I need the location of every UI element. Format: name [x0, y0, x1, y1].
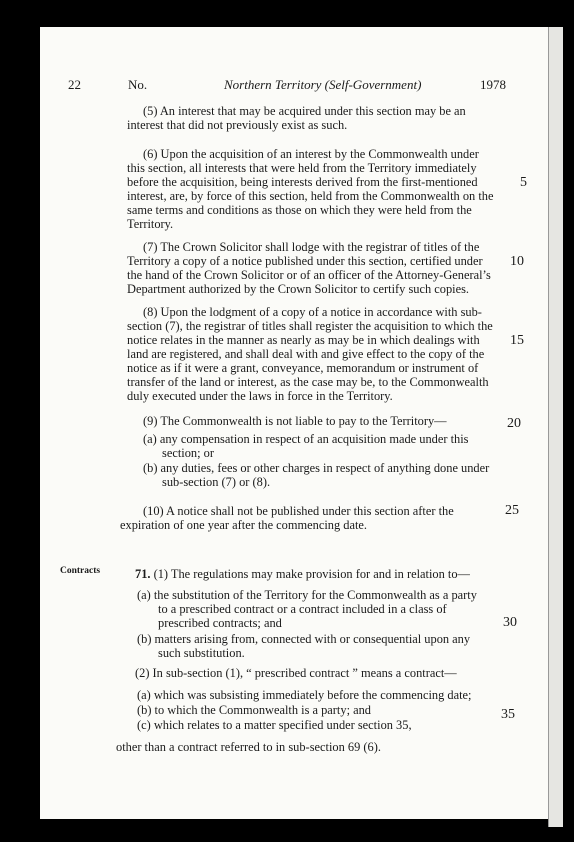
line-number: 25	[505, 503, 519, 518]
text-line: the hand of the Crown Solicitor or of an officer of the Attorney-General’s	[127, 268, 491, 282]
text-line: (a) which was subsisting immediately before the commencing date;	[137, 688, 472, 702]
text-line: interest, are, by force of this section, held from the Commonwealth on the	[127, 189, 494, 203]
margin-note: Contracts	[60, 566, 101, 576]
text-line: this section, all interests that were held from the Territory immediately	[127, 161, 477, 175]
text-line: sub-section (7) or (8).	[162, 475, 271, 489]
line-number: 5	[520, 175, 527, 190]
text-line: (2) In sub-section (1), “ prescribed contract ” means a contract—	[135, 666, 457, 680]
text-line: section (7), the registrar of titles shall register the acquisition to which the	[127, 319, 493, 333]
line-number: 15	[510, 333, 524, 348]
line-number: 20	[507, 416, 521, 431]
page-edge	[548, 27, 563, 827]
text-line: Department authorized by the Crown Solicitor to certify such copies.	[127, 282, 470, 296]
text-line: prescribed contracts; and	[158, 616, 282, 630]
line-number: 10	[510, 254, 524, 269]
text-line: (9) The Commonwealth is not liable to pay to the Territory—	[143, 414, 447, 428]
text-line: (8) Upon the lodgment of a copy of a notice in accordance with sub-	[143, 305, 482, 319]
text-line: before the acquisition, being interests derived from the first-mentioned	[127, 175, 478, 189]
text-line: (10) A notice shall not be published under this section after the	[143, 504, 454, 518]
text-line: notice as if it were a grant, conveyance, memorandum or instrument of	[127, 361, 479, 375]
line-number: 30	[503, 615, 517, 630]
text-line: expiration of one year after the commencing date.	[120, 518, 368, 532]
text-line: (b) to which the Commonwealth is a party; and	[137, 703, 371, 717]
text-line: (5) An interest that may be acquired under this section may be an	[143, 104, 466, 118]
text-line: notice relates in the manner as nearly as may be in which dealings with	[127, 333, 480, 347]
text-line: interest that did not previously exist as such.	[127, 118, 348, 132]
text-line: Territory a copy of a notice published under this section, certified under	[127, 254, 483, 268]
year: 1978	[480, 77, 506, 92]
text-line: 71. (1) The regulations may make provision for and in relation to—	[135, 567, 470, 581]
text-line: Territory.	[127, 217, 174, 231]
text-line: other than a contract referred to in sub-section 69 (6).	[116, 740, 381, 754]
text-line: to a prescribed contract or a contract included in a class of	[158, 602, 447, 616]
text-line: same terms and conditions as those on which they were held from the	[127, 203, 472, 217]
text-line: (b) any duties, fees or other charges in respect of anything done under	[143, 461, 490, 475]
text-line: land are registered, and shall deal with and give effect to the copy of the	[127, 347, 485, 361]
act-number-label: No.	[128, 77, 148, 92]
text-line: (a) any compensation in respect of an acquisition made under this	[143, 432, 469, 446]
text-line: (7) The Crown Solicitor shall lodge with the registrar of titles of the	[143, 240, 480, 254]
line-number: 35	[501, 707, 515, 722]
text-line: (b) matters arising from, connected with or consequential upon any	[137, 632, 471, 646]
text-line: duly executed under the laws in force in the Territory.	[127, 389, 393, 403]
text-line: section; or	[162, 446, 214, 460]
text-line: such substitution.	[158, 646, 245, 660]
text-line: (a) the substitution of the Territory for the Commonwealth as a party	[137, 588, 477, 602]
text-line: (6) Upon the acquisition of an interest by the Commonwealth under	[143, 147, 479, 161]
text-line: transfer of the land or interest, as the case may be, to the Commonwealth	[127, 375, 489, 389]
text-line: (c) which relates to a matter specified under section 35,	[137, 718, 412, 732]
running-title: Northern Territory (Self-Government)	[224, 77, 422, 92]
page-number: 22	[68, 77, 81, 92]
